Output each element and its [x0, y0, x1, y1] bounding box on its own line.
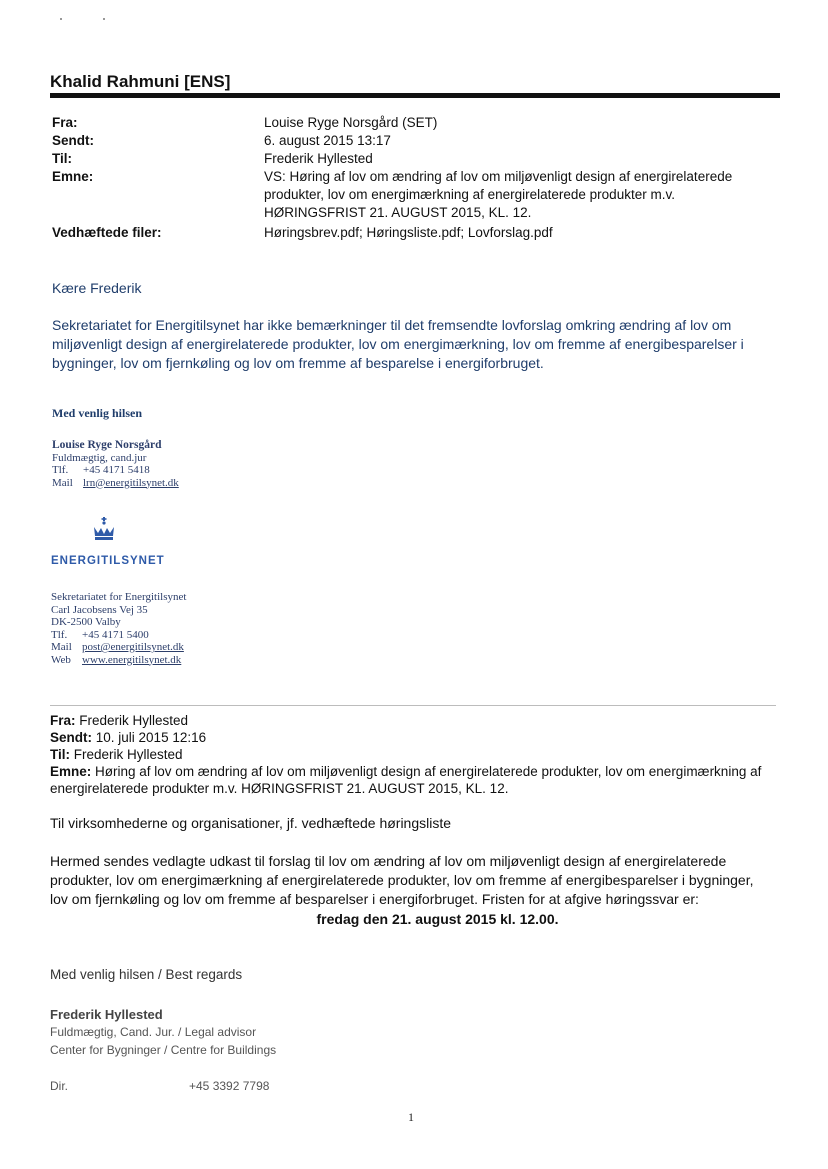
- reply-greeting: Kære Frederik: [52, 280, 142, 296]
- reply-phone: +45 4171 5418: [83, 464, 150, 476]
- subject-label: Emne:: [52, 169, 94, 184]
- fwd-recipients: Til virksomhederne og organisationer, jf. vedhæftede høringsliste: [50, 815, 452, 831]
- fwd-sender-name: Frederik Hyllested: [50, 1007, 163, 1022]
- mailbox-owner: Khalid Rahmuni [ENS]: [50, 72, 231, 91]
- fwd-from-label: Fra:: [50, 713, 76, 728]
- fwd-sent-line: [50, 729, 770, 746]
- fwd-to: Frederik Hyllested: [73, 747, 183, 762]
- org-city: DK-2500 Valby: [51, 616, 121, 628]
- org-mail-label: Mail: [51, 641, 72, 653]
- scan-dot: [103, 18, 105, 20]
- crown-logo-icon: [91, 517, 117, 548]
- attachments-value[interactable]: Høringsbrev.pdf; Høringsliste.pdf; Lovforslag.pdf: [264, 225, 553, 240]
- fwd-sent-label: Sendt:: [50, 730, 92, 745]
- from-label: Fra:: [52, 115, 78, 130]
- reply-sender-title: Fuldmægtig, cand.jur: [52, 451, 147, 464]
- sent-value: 6. august 2015 13:17: [264, 133, 391, 148]
- org-phone-label: Tlf.: [51, 628, 68, 641]
- sent-label: Sendt:: [52, 133, 94, 148]
- fwd-sender-title: Fuldmægtig, Cand. Jur. / Legal advisor: [50, 1025, 257, 1039]
- subject-value: VS: Høring af lov om ændring af lov om miljøvenligt design af energirelaterede produkter, lov om energimærkning af energirelaterede produkter m.v. HØRINGSFRIST 21. AUGUST 2015, KL. 12.: [264, 169, 733, 220]
- reply-sender-name: Louise Ryge Norsgård: [52, 439, 162, 451]
- fwd-subject-line: [50, 763, 770, 797]
- reply-mail-label: Mail: [52, 476, 73, 489]
- page-number: 1: [408, 1110, 414, 1124]
- fwd-to-label: Til:: [50, 747, 70, 762]
- fwd-body: Hermed sendes vedlagte udkast til forslag til lov om ændring af lov om miljøvenligt design af energirelaterede produkter, lov om energimærkning af energirelaterede produkter, lov om fremme af energibesparelser i bygninger, lov om fjernkøling og lov om fremme af besparelser i energiforbruget. Fristen for at afgive høringssvar er:: [50, 853, 754, 907]
- org-name: Sekretariatet for Energitilsynet: [51, 591, 187, 603]
- reply-body: Sekretariatet for Energitilsynet har ikke bemærkninger til det fremsendte lovforslag omkring ændring af lov om miljøvenligt design af energirelaterede produkter, lov om energimærkning, lov om fremme af energibesparelser i bygninger, lov om fjernkøling og lov om fremme af besparelse i energiforbruget.: [52, 317, 744, 371]
- to-label: Til:: [52, 151, 72, 166]
- org-mail-link[interactable]: post@energitilsynet.dk: [82, 641, 184, 653]
- fwd-from-line: [50, 712, 770, 729]
- from-value: Louise Ryge Norsgård (SET): [264, 115, 438, 130]
- owner-rule: [50, 93, 780, 98]
- fwd-subject-label: Emne:: [50, 764, 92, 779]
- org-signature: [51, 591, 186, 666]
- fwd-dir-phone: +45 3392 7798: [189, 1079, 270, 1093]
- message-divider: [50, 705, 776, 706]
- org-web-label: Web: [51, 653, 71, 666]
- fwd-closing: Med venlig hilsen / Best regards: [50, 967, 243, 982]
- reply-signature: [52, 439, 179, 489]
- org-street: Carl Jacobsens Vej 35: [51, 603, 148, 616]
- fwd-deadline: fredag den 21. august 2015 kl. 12.00.: [316, 911, 559, 927]
- org-phone: +45 4171 5400: [82, 628, 149, 641]
- reply-mail-link[interactable]: lrn@energitilsynet.dk: [83, 476, 179, 489]
- fwd-dir-label: Dir.: [50, 1079, 68, 1093]
- fwd-from: Frederik Hyllested: [79, 713, 189, 728]
- scan-dot: [60, 18, 62, 20]
- reply-phone-label: Tlf.: [52, 464, 69, 476]
- fwd-to-line: [50, 746, 770, 763]
- org-web-link[interactable]: www.energitilsynet.dk: [82, 653, 182, 666]
- fwd-sender-dept: Center for Bygninger / Centre for Buildings: [50, 1043, 277, 1057]
- to-value: Frederik Hyllested: [264, 151, 373, 166]
- fwd-sent: 10. juli 2015 12:16: [95, 730, 207, 745]
- fwd-subject: Høring af lov om ændring af lov om miljøvenligt design af energirelaterede produkter, lov om energimærkning af energirelaterede produkter m.v. HØRINGSFRIST 21. AUGUST 2015, KL. 12.: [50, 764, 762, 796]
- attachments-label: Vedhæftede filer:: [52, 225, 162, 240]
- reply-closing: Med venlig hilsen: [52, 406, 143, 420]
- energitilsynet-logo-text: ENERGITILSYNET: [51, 555, 165, 567]
